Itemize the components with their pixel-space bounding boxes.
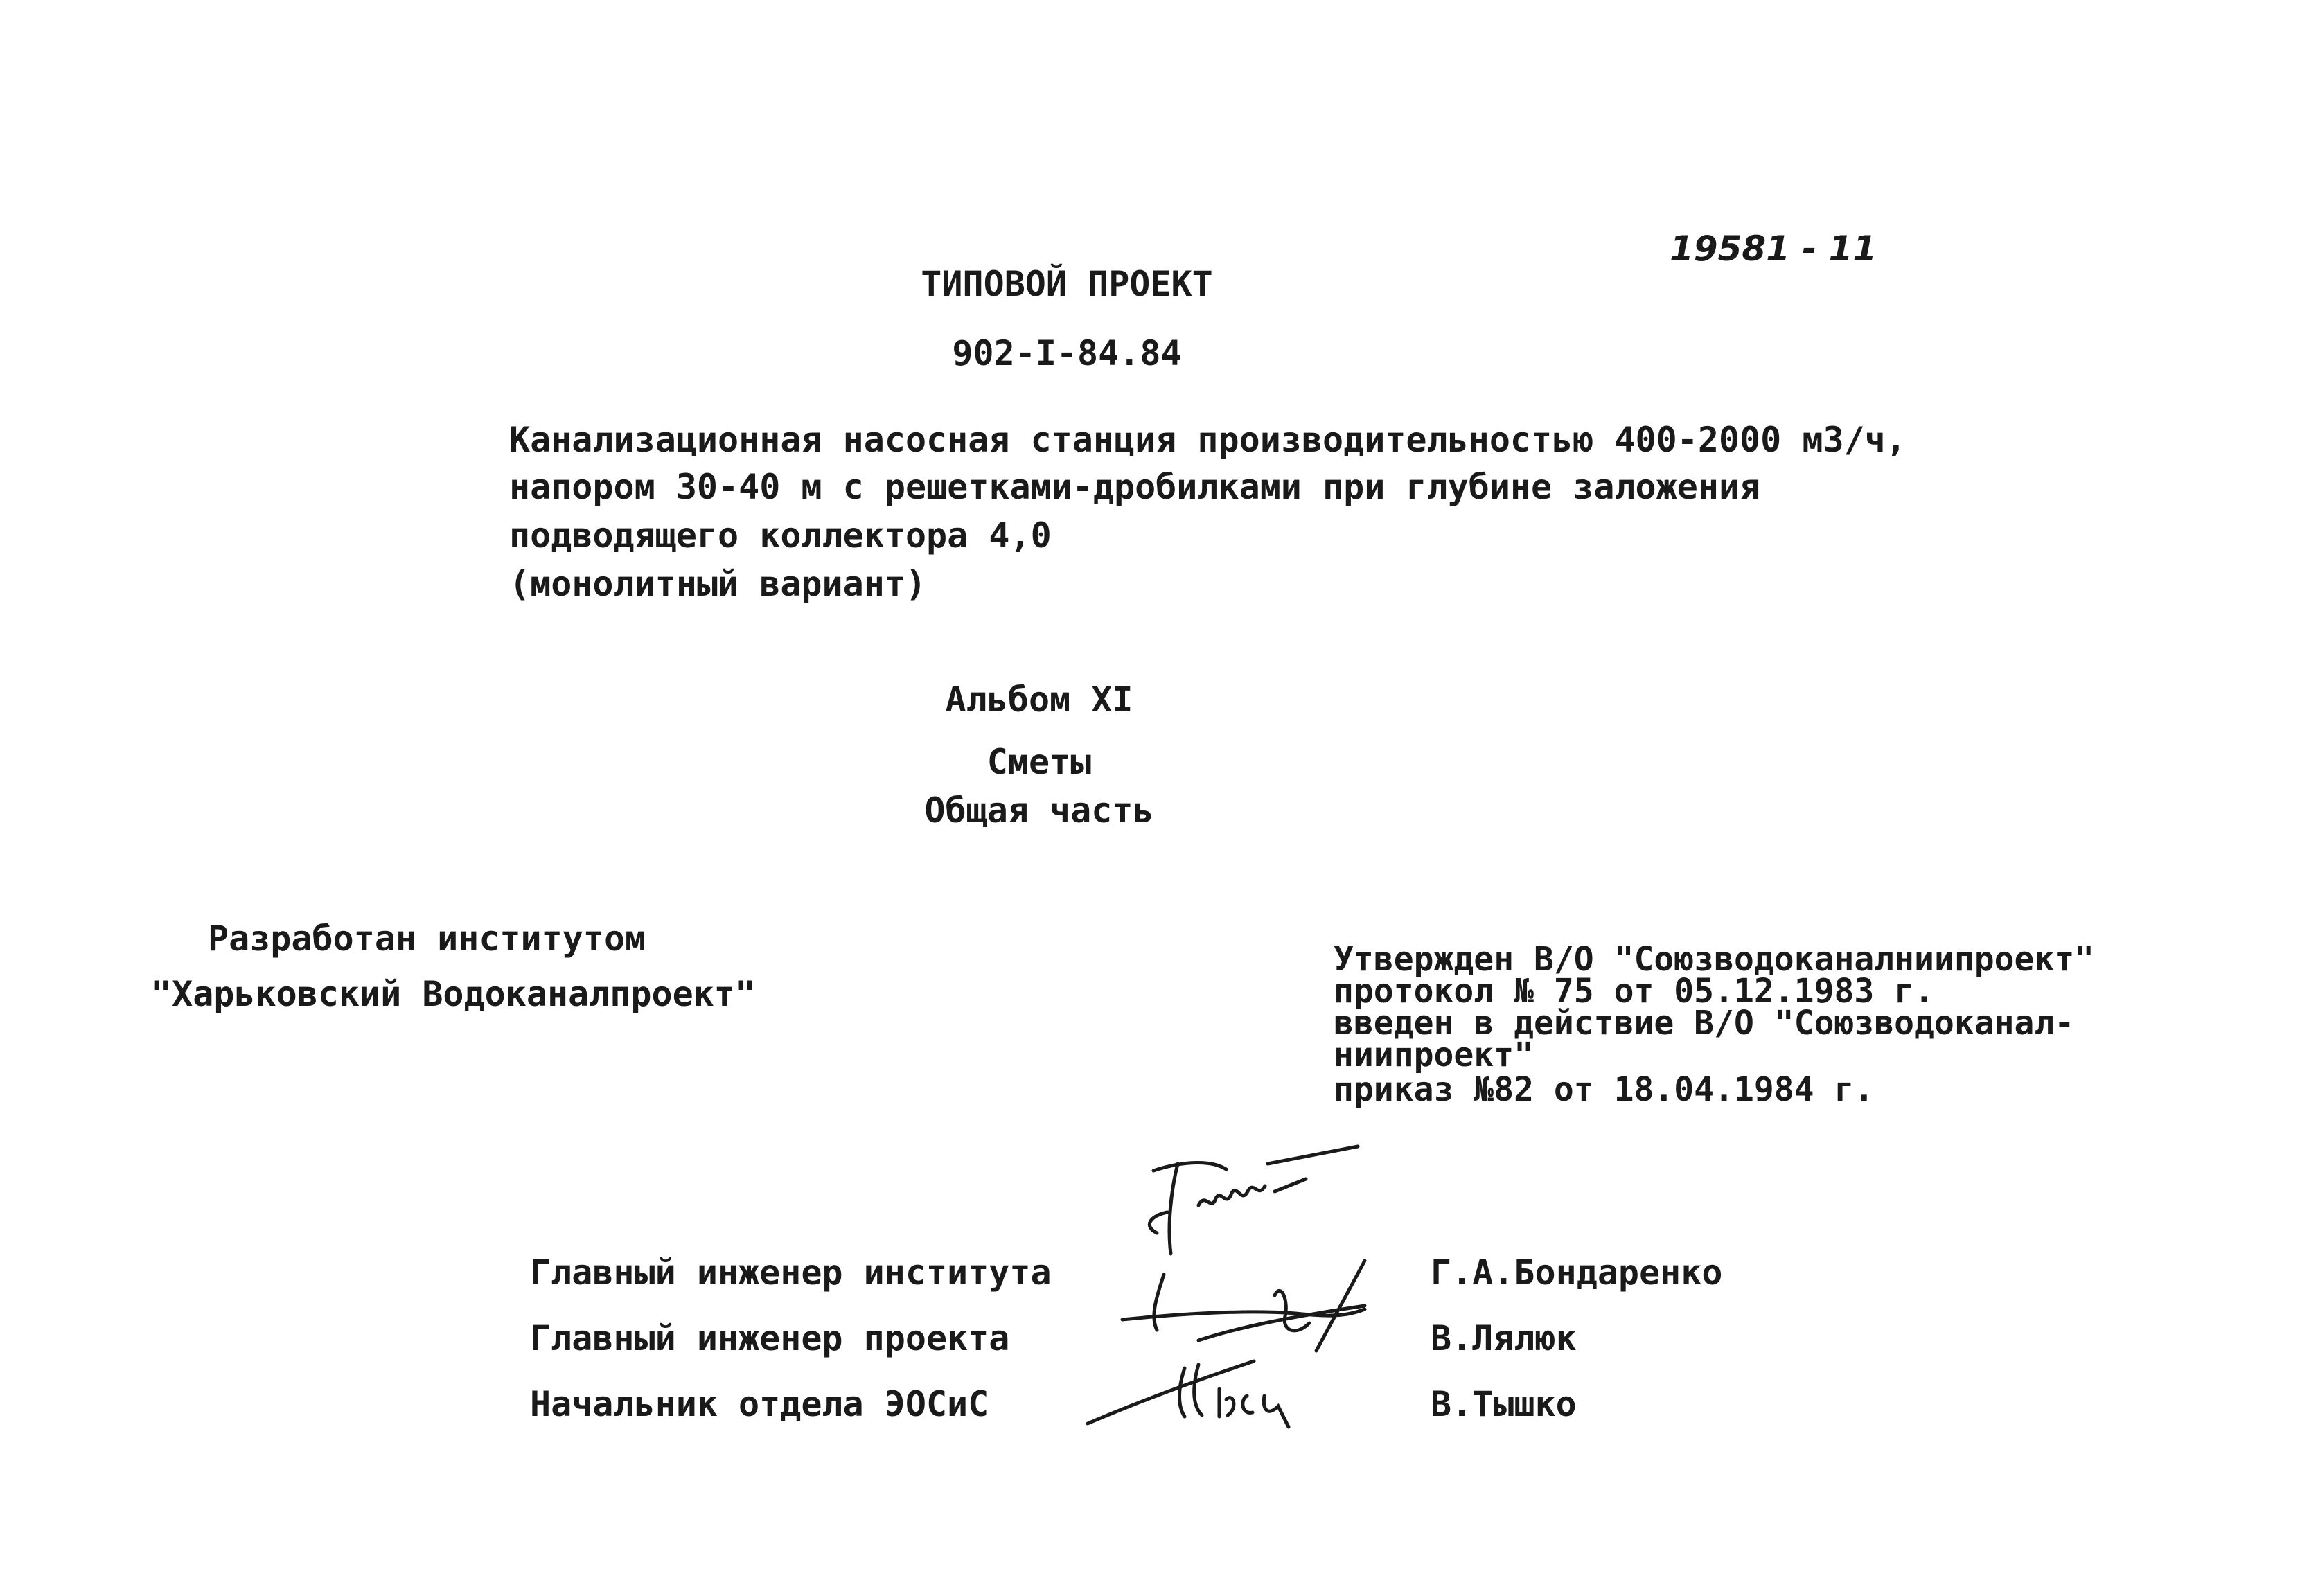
project-number: 902-I-84.84 — [952, 333, 1182, 373]
document-title: ТИПОВОЙ ПРОЕКТ — [921, 264, 1213, 304]
signatory-name: В.Лялюк — [1431, 1318, 1577, 1358]
signature-department-head — [1081, 1340, 1316, 1437]
archive-number: 19581 - 11 — [1670, 229, 1877, 269]
album-label: Альбом XI — [945, 680, 1133, 720]
approval-line: ниипроект" — [1334, 1036, 1534, 1074]
description-line: Канализационная насосная станция производительностью 400-2000 м3/ч, — [509, 420, 1907, 460]
signatory-name: В.Тышко — [1431, 1384, 1577, 1424]
description-line: напором 30-40 м с решетками-дробилками при глубине заложения — [509, 467, 1761, 507]
signatory-position: Начальник отдела ЭОСиС — [530, 1384, 989, 1424]
developer-line: Разработан институтом — [208, 919, 646, 959]
developer-name: "Харьковский Водоканалпроект" — [151, 974, 756, 1014]
signatory-position: Главный инженер института — [530, 1252, 1052, 1293]
description-line: подводящего коллектора 4,0 — [509, 515, 1052, 556]
album-subtitle: Сметы — [987, 742, 1092, 782]
signatory-name: Г.А.Бондаренко — [1431, 1252, 1723, 1293]
description-line: (монолитный вариант) — [509, 564, 927, 604]
album-subtitle: Общая часть — [924, 790, 1154, 831]
approval-line: протокол № 75 от 05.12.1983 г. — [1334, 972, 1934, 1011]
approval-line: введен в действие В/О "Союзводоканал- — [1334, 1004, 2075, 1043]
signatory-position: Главный инженер проекта — [530, 1318, 1010, 1358]
approval-line: Утвержден В/О "Союзводоканалниипроект" — [1334, 940, 2095, 979]
approval-line: приказ №82 от 18.04.1984 г. — [1334, 1070, 1875, 1109]
